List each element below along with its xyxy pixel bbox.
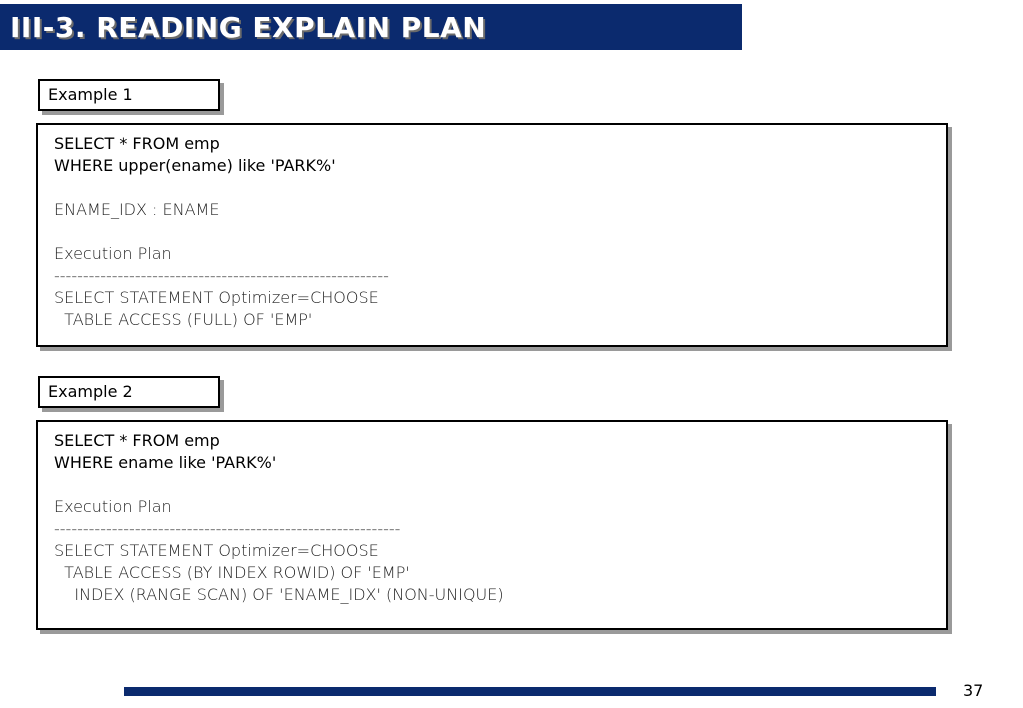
code-line: SELECT STATEMENT Optimizer=CHOOSE: [54, 541, 379, 560]
code-line: ENAME_IDX : ENAME: [54, 200, 220, 219]
example-1-code-box: [36, 123, 948, 347]
code-line: TABLE ACCESS (FULL) OF 'EMP': [54, 310, 313, 329]
code-line: SELECT * FROM emp: [54, 431, 220, 450]
code-line: Execution Plan: [54, 244, 172, 263]
code-line: SELECT STATEMENT Optimizer=CHOOSE: [54, 288, 379, 307]
example-2-label: Example 2: [38, 376, 220, 408]
title-bar: [0, 4, 742, 50]
blank-line: [54, 177, 946, 199]
separator-line: ----------------------------------------------------------: [54, 266, 389, 285]
page-number: 37: [963, 681, 984, 700]
page-title: III-3. READING EXPLAIN PLAN: [10, 11, 487, 44]
separator-line: ------------------------------------------------------------: [54, 519, 401, 538]
code-line: Execution Plan: [54, 497, 172, 516]
footer-rule: [124, 687, 936, 696]
blank-line: [54, 221, 946, 243]
code-line: SELECT * FROM emp: [54, 134, 220, 153]
code-line: WHERE ename like 'PARK%': [54, 453, 277, 472]
example-2-code-box: [36, 420, 948, 630]
code-line: TABLE ACCESS (BY INDEX ROWID) OF 'EMP': [54, 563, 410, 582]
blank-line: [54, 474, 946, 496]
example-1-label: Example 1: [38, 79, 220, 111]
code-line: WHERE upper(ename) like 'PARK%': [54, 156, 336, 175]
code-line: INDEX (RANGE SCAN) OF 'ENAME_IDX' (NON-UNIQUE): [54, 585, 504, 604]
